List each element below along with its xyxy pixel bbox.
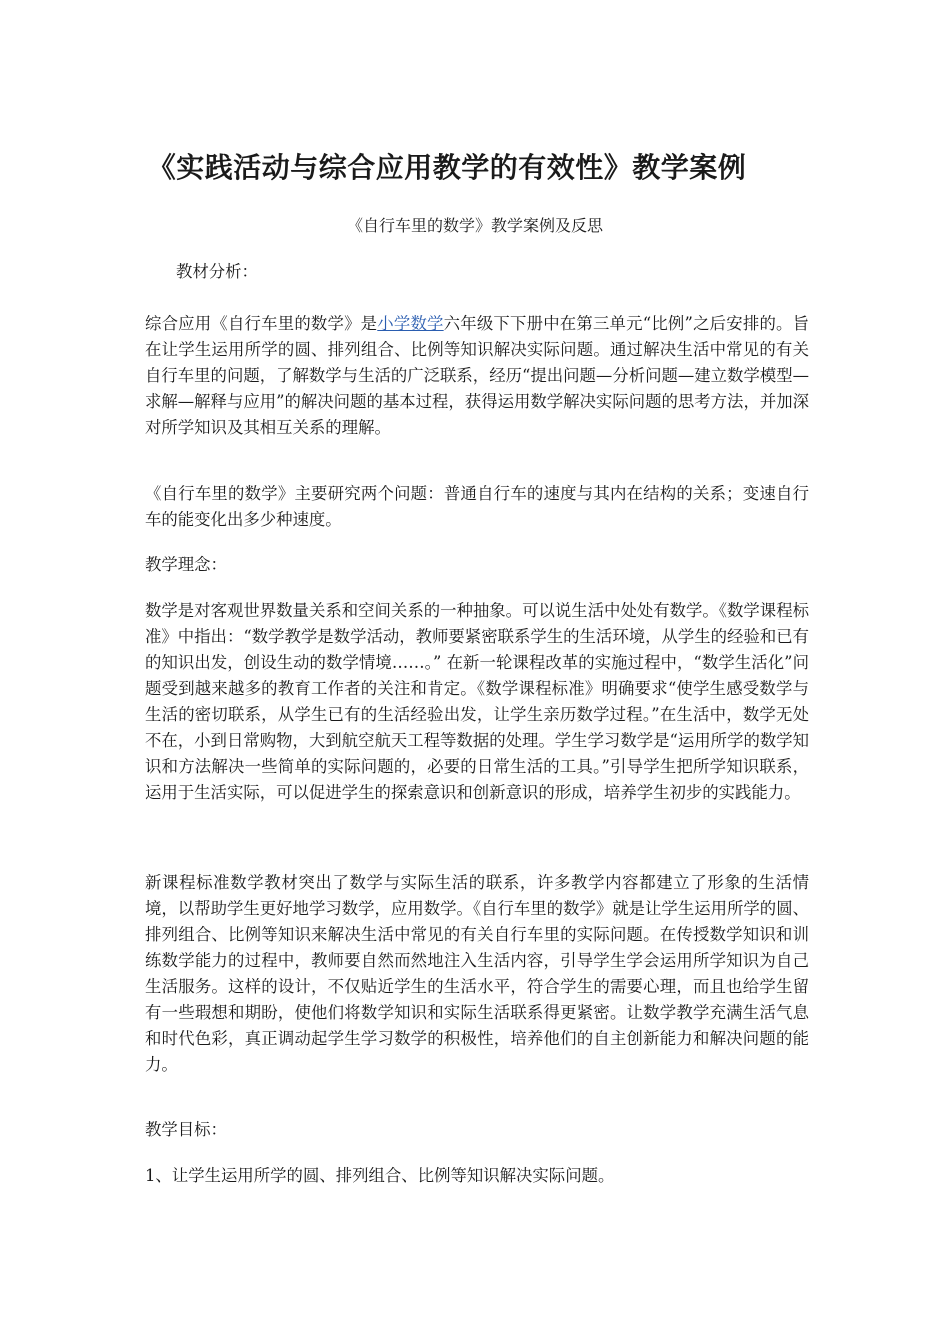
paragraph-new-curriculum: 新课程标准数学教材突出了数学与实际生活的联系，许多教学内容都建立了形象的生活情境，以帮助学生更好地学习数学，应用数学。《自行车里的数学》就是让学生运用所学的圆、排列组合、比例等知识来解决生活中常见的有关自行车里的实际问题。在传授数学知识和训练数学能力的过程中，教师要自然而然地注入生活内容，引导学生学会运用所学知识为自己生活服务。这样的设计，不仅贴近学生的生活水平，符合学生的需要心理，而且也给学生留有一些瑕想和期盼，使他们将数学知识和实际生活联系得更紧密。让数学教学充满生活气息和时代色彩，真正调动起学生学习数学的积极性，培养他们的自主创新能力和解决问题的能力。 [145, 873, 809, 1074]
paragraph-text: 六年级下下册中在第三单元“比例”之后安排的。旨在让学生运用所学的圆、排列组合、比例等知识解决实际问题。通过解决生活中常见的有关自行车里的问题，了解数学与生活的广泛联系，经历“提出问题—分析问题—建立数学模型—求解—解释与应用”的解决问题的基本过程，获得运用数学解决实际问题的思考方法，并加深对所学知识及其相互关系的理解。 [145, 314, 810, 437]
section-heading-material: 教材分析： [176, 262, 258, 281]
paragraph-material-analysis [145, 311, 809, 441]
section-heading-concept: 教学理念： [145, 555, 227, 574]
section-heading-goals: 教学目标： [145, 1120, 227, 1139]
paragraph-research-topics: 《自行车里的数学》主要研究两个问题：普通自行车的速度与其内在结构的关系；变速自行车的能变化出多少种速度。 [145, 484, 809, 529]
document-subtitle: 《自行车里的数学》教学案例及反思 [346, 216, 603, 235]
document-title: 《实践活动与综合应用教学的有效性》教学案例 [147, 151, 747, 184]
primary-math-link[interactable]: 小学数学 [377, 314, 444, 333]
paragraph-text: 综合应用《自行车里的数学》是 [145, 314, 378, 333]
goal-item-1: 1、让学生运用所学的圆、排列组合、比例等知识解决实际问题。 [145, 1166, 615, 1185]
paragraph-teaching-concept: 数学是对客观世界数量关系和空间关系的一种抽象。可以说生活中处处有数学。《数学课程标准》中指出：“数学教学是数学活动，教师要紧密联系学生的生活环境，从学生的经验和已有的知识出发，创设生动的数学情境……。” 在新一轮课程改革的实施过程中，“数学生活化”问题受到越来越多的教育工作者的关注和肯定。《数学课程标准》明确要求“使学生感受数学与生活的密切联系，从学生已有的生活经验出发，让学生亲历数学过程。”在生活中，数学无处不在，小到日常购物，大到航空航天工程等数据的处理。学生学习数学是“运用所学的数学知识和方法解决一些简单的实际问题的，必要的日常生活的工具。”引导学生把所学知识联系，运用于生活实际，可以促进学生的探索意识和创新意识的形成，培养学生初步的实践能力。 [145, 601, 810, 802]
